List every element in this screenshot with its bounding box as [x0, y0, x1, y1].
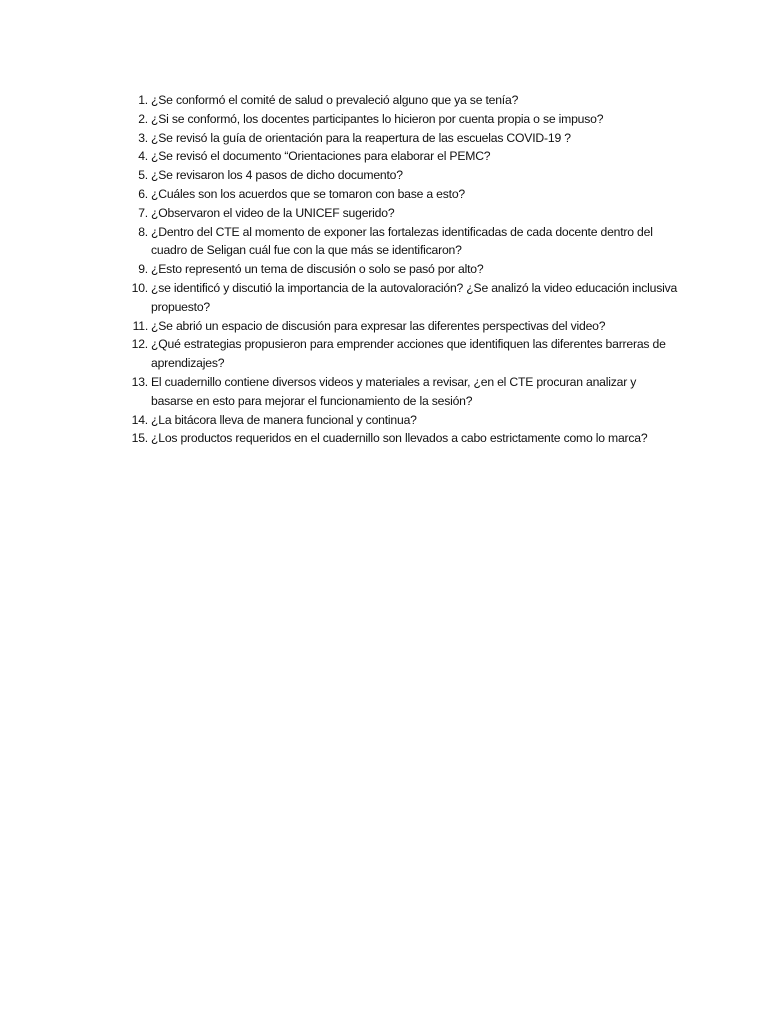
list-item-number: 4. [138, 149, 148, 164]
list-item [118, 185, 678, 204]
list-item-number: 10. [131, 280, 148, 295]
list-item-text: El cuadernillo contiene diversos videos y materiales a revisar, ¿en el CTE procuran analizar y basarse en esto para mejorar el funcionamiento de la sesión? [151, 374, 637, 408]
list-item [118, 429, 678, 448]
list-item-number: 11. [132, 318, 148, 333]
list-item [118, 166, 678, 185]
list-item-number: 12. [131, 337, 148, 352]
list-item [118, 411, 678, 430]
list-item [118, 147, 678, 166]
list-item-text: ¿se identificó y discutió la importancia de la autovaloración? ¿Se analizó la video educación inclusiva propuesto? [151, 280, 678, 314]
list-item-text: ¿Cuáles son los acuerdos que se tomaron con base a esto? [151, 186, 465, 201]
question-list [118, 91, 678, 448]
list-item-number: 15. [131, 431, 148, 446]
list-item-text: ¿Esto representó un tema de discusión o solo se pasó por alto? [151, 262, 484, 277]
list-item-text: ¿Se revisó la guía de orientación para la reapertura de las escuelas COVID-19 ? [151, 130, 571, 145]
list-item-text: ¿Se revisó el documento “Orientaciones para elaborar el PEMC? [151, 149, 491, 164]
list-item-text: ¿Los productos requeridos en el cuadernillo son llevados a cabo estrictamente como lo marca? [151, 431, 648, 446]
list-item-text: ¿Se revisaron los 4 pasos de dicho documento? [151, 168, 403, 183]
list-item-text: ¿La bitácora lleva de manera funcional y continua? [151, 412, 417, 427]
list-item [118, 204, 678, 223]
list-item-number: 9. [138, 262, 148, 277]
list-item-text: ¿Se abrió un espacio de discusión para expresar las diferentes perspectivas del video? [151, 318, 606, 333]
list-item-number: 2. [138, 111, 148, 126]
list-item [118, 317, 678, 336]
list-item-number: 13. [131, 374, 148, 389]
list-item [118, 335, 678, 373]
list-item-number: 3. [138, 130, 148, 145]
list-item [118, 373, 678, 411]
list-item-number: 6. [138, 186, 148, 201]
list-item [118, 223, 678, 261]
list-item-number: 14. [131, 412, 148, 427]
list-item [118, 110, 678, 129]
list-item-text: ¿Se conformó el comité de salud o prevaleció alguno que ya se tenía? [151, 93, 519, 107]
list-item [118, 91, 678, 110]
list-item [118, 260, 678, 279]
list-item [118, 279, 678, 317]
list-item-text: ¿Si se conformó, los docentes participantes lo hicieron por cuenta propia o se impuso? [151, 111, 604, 126]
list-item-number: 1. [138, 93, 148, 107]
list-item-text: ¿Qué estrategias propusieron para emprender acciones que identifiquen las diferentes barreras de aprendizajes? [151, 337, 666, 371]
list-item [118, 129, 678, 148]
list-item-text: ¿Observaron el video de la UNICEF sugerido? [151, 205, 395, 220]
list-item-text: ¿Dentro del CTE al momento de exponer las fortalezas identificadas de cada docente dentro del cuadro de Seligan cuál fue con la que más se identificaron? [151, 224, 653, 258]
list-item-number: 8. [138, 224, 148, 239]
list-item-number: 5. [138, 168, 148, 183]
list-item-number: 7. [138, 205, 148, 220]
